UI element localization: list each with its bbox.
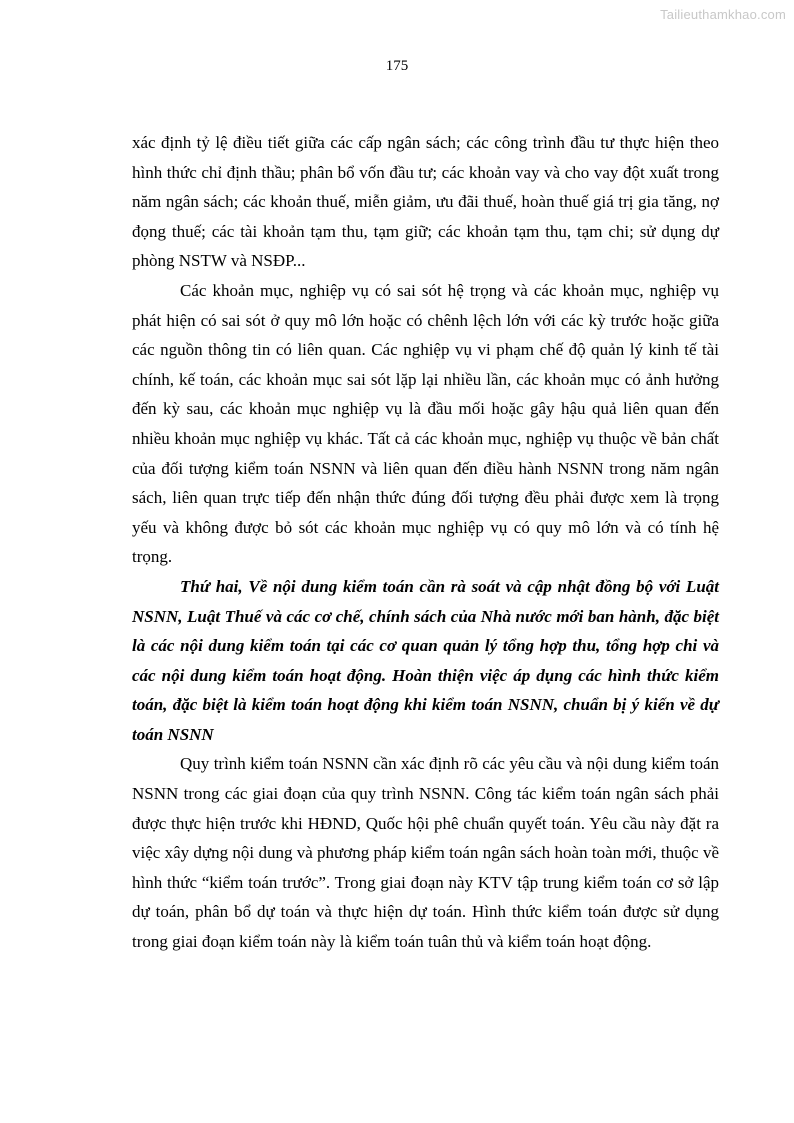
document-body <box>132 128 719 957</box>
page-number: 175 <box>385 58 409 74</box>
watermark-text: Tailieuthamkhao.com <box>660 7 786 22</box>
paragraph-material-items: Các khoản mục, nghiệp vụ có sai sót hệ trọng và các khoản mục, nghiệp vụ phát hiện có sai sót ở quy mô lớn hoặc có chênh lệch lớn với các kỳ trước hoặc giữa các nguồn thông tin có liên quan. Các nghiệp vụ vi phạm chế độ quản lý kinh tế tài chính, kế toán, các khoản mục sai sót lặp lại nhiều lần, các khoản mục có ảnh hưởng đến kỳ sau, các khoản mục nghiệp vụ là đầu mối hoặc gây hậu quả liên quan đến nhiều khoản mục nghiệp vụ khác. Tất cả các khoản mục, nghiệp vụ thuộc về bản chất của đối tượng kiểm toán NSNN và liên quan đến điều hành NSNN trong năm ngân sách, liên quan trực tiếp đến nhận thức đúng đối tượng đều phải được xem là trọng yếu và không được bỏ sót các khoản mục nghiệp vụ có quy mô lớn và có tính hệ trọng. <box>132 280 719 567</box>
section-heading-second: Thứ hai, Về nội dung kiểm toán cần rà soát và cập nhật đồng bộ với Luật NSNN, Luật Thuế và các cơ chế, chính sách của Nhà nước mới ban hành, đặc biệt là các nội dung kiểm toán tại các cơ quan quản lý tổng hợp thu, tổng hợp chi và các nội dung kiểm toán hoạt động. Hoàn thiện việc áp dụng các hình thức kiểm toán, đặc biệt là kiểm toán hoạt động khi kiểm toán NSNN, chuẩn bị ý kiến về dự toán NSNN <box>132 576 719 744</box>
paragraph-audit-process: Quy trình kiểm toán NSNN cần xác định rõ các yêu cầu và nội dung kiểm toán NSNN trong các giai đoạn của quy trình NSNN. Công tác kiểm toán ngân sách phải được thực hiện trước khi HĐND, Quốc hội phê chuẩn quyết toán. Yêu cầu này đặt ra việc xây dựng nội dung và phương pháp kiểm toán ngân sách hoàn toàn mới, thuộc về hình thức “kiểm toán trước”. Trong giai đoạn này KTV tập trung kiểm toán cơ sở lập dự toán, phân bổ dự toán và thực hiện dự toán. Hình thức kiểm toán được sử dụng trong giai đoạn kiểm toán này là kiểm toán tuân thủ và kiểm toán hoạt động. <box>132 754 719 952</box>
paragraph-continuation: xác định tỷ lệ điều tiết giữa các cấp ngân sách; các công trình đầu tư thực hiện theo hình thức chỉ định thầu; phân bổ vốn đầu tư; các khoản vay và cho vay đột xuất trong năm ngân sách; các khoản thuế, miễn giảm, ưu đãi thuế, hoàn thuế giá trị gia tăng, nợ đọng thuế; các tài khoản tạm thu, tạm giữ; các khoản tạm thu, tạm chi; sử dụng dự phòng NSTW và NSĐP... <box>132 133 719 271</box>
